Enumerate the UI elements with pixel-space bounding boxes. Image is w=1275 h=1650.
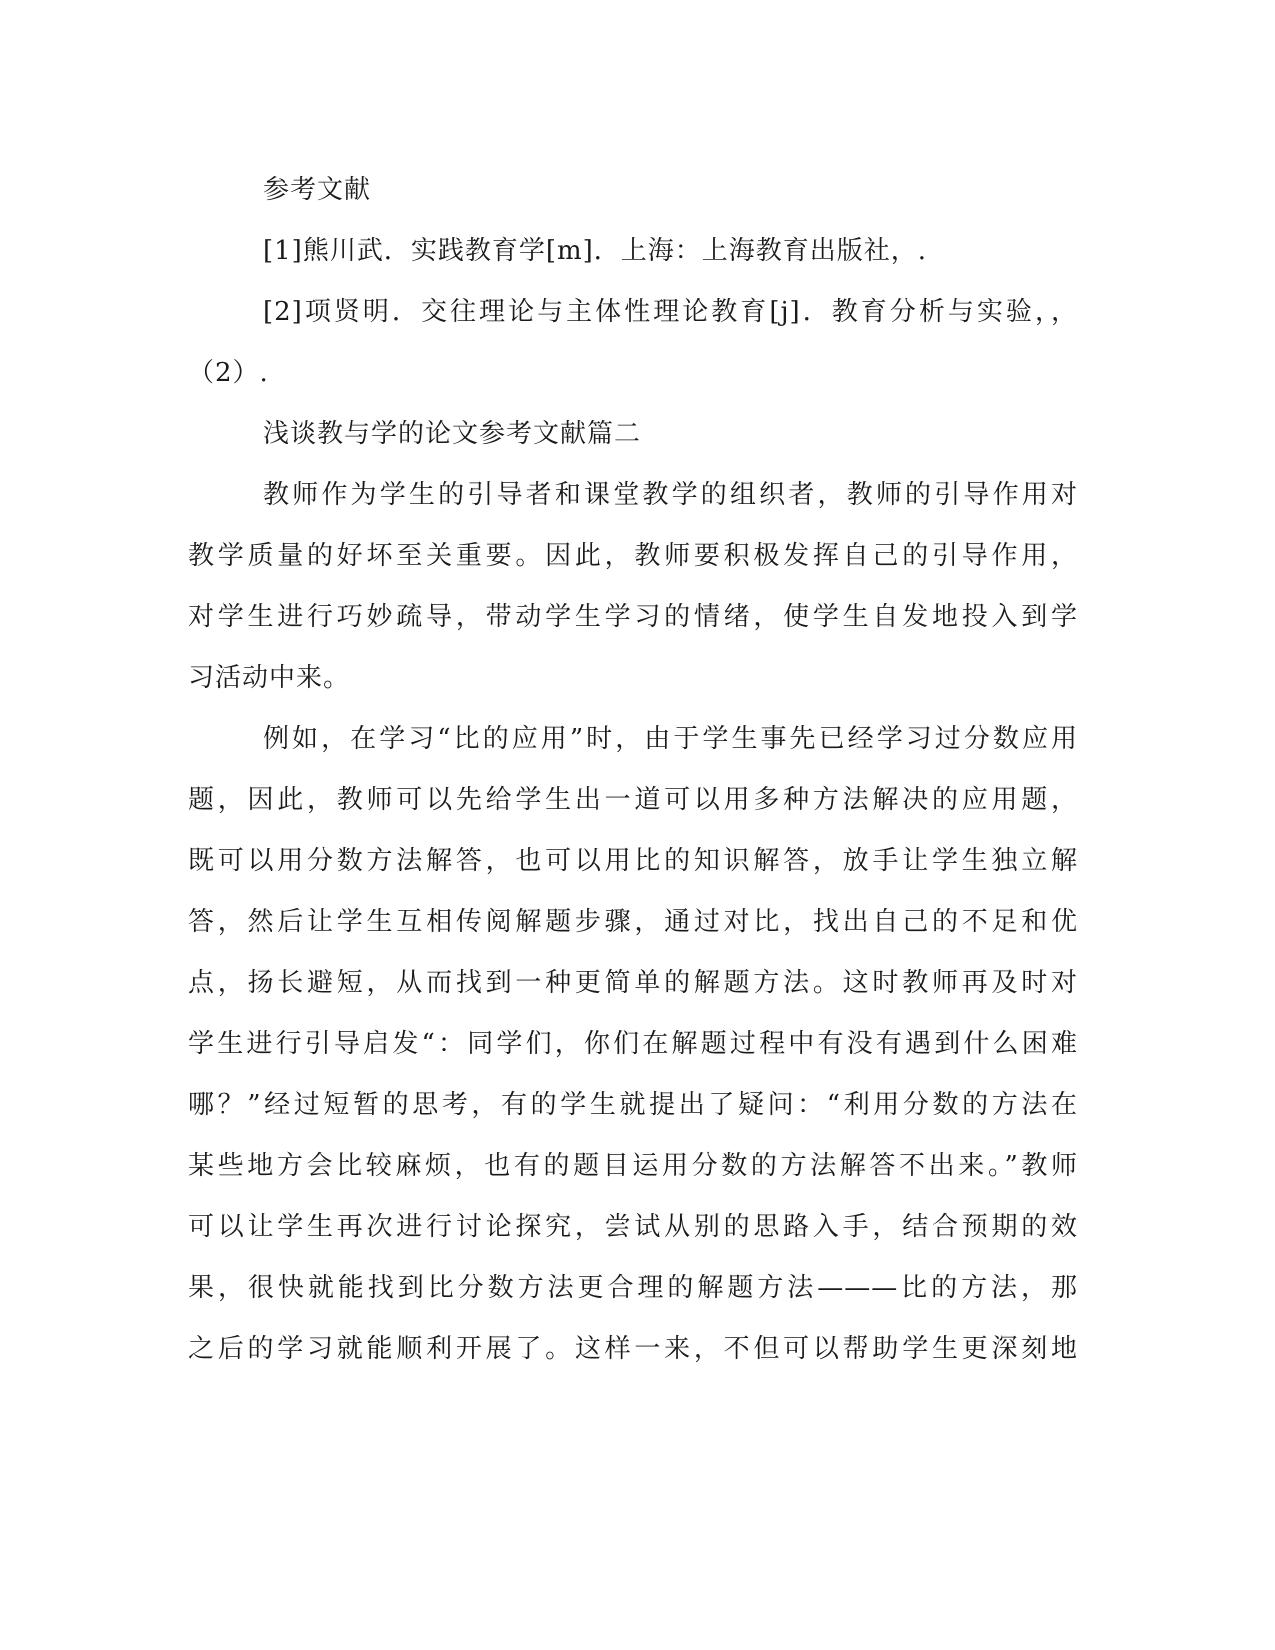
references-heading: 参考文献 [263,175,372,205]
paragraph-2 [188,709,1078,1380]
paragraph-line: 答，然后让学生互相传阅解题步骤，通过对比，找出自己的不足和优 [188,907,1078,937]
paragraph-line: 之后的学习就能顺利开展了。这样一来，不但可以帮助学生更深刻地 [188,1334,1078,1364]
paragraph-line: 既可以用分数方法解答，也可以用比的知识解答，放手让学生独立解 [188,846,1078,876]
paragraph-line: 可以让学生再次进行讨论探究，尝试从别的思路入手，结合预期的效 [188,1212,1078,1242]
document-body [188,160,1078,1380]
reference-item-1: [1]熊川武．实践教育学[m]．上海：上海教育出版社，. [263,236,928,266]
paragraph-line: 题，因此，教师可以先给学生出一道可以用多种方法解决的应用题， [188,785,1078,815]
paragraph-line: 果，很快就能找到比分数方法更合理的解题方法———比的方法，那 [188,1273,1078,1303]
paragraph-line: 教学质量的好坏至关重要。因此，教师要积极发挥自己的引导作用， [188,541,1078,571]
paragraph-line: 教师作为学生的引导者和课堂教学的组织者，教师的引导作用对 [263,480,1078,510]
paragraph-line: 学生进行引导启发“：同学们，你们在解题过程中有没有遇到什么困难 [188,1029,1078,1059]
section-title: 浅谈教与学的论文参考文献篇二 [263,419,642,449]
paragraph-1 [188,465,1078,709]
paragraph-line: 某些地方会比较麻烦，也有的题目运用分数的方法解答不出来。”教师 [188,1151,1078,1181]
reference-item-2-continuation: （2）. [188,358,269,388]
paragraph-line: 对学生进行巧妙疏导，带动学生学习的情绪，使学生自发地投入到学 [188,602,1078,632]
reference-item-2: [2]项贤明．交往理论与主体性理论教育[j]．教育分析与实验，， [263,297,1078,327]
paragraph-line: 哪？”经过短暂的思考，有的学生就提出了疑问：“利用分数的方法在 [188,1090,1078,1120]
paragraph-line: 点，扬长避短，从而找到一种更简单的解题方法。这时教师再及时对 [188,968,1078,998]
paragraph-line: 例如，在学习“比的应用”时，由于学生事先已经学习过分数应用 [263,724,1078,754]
paragraph-line: 习活动中来。 [188,663,351,693]
